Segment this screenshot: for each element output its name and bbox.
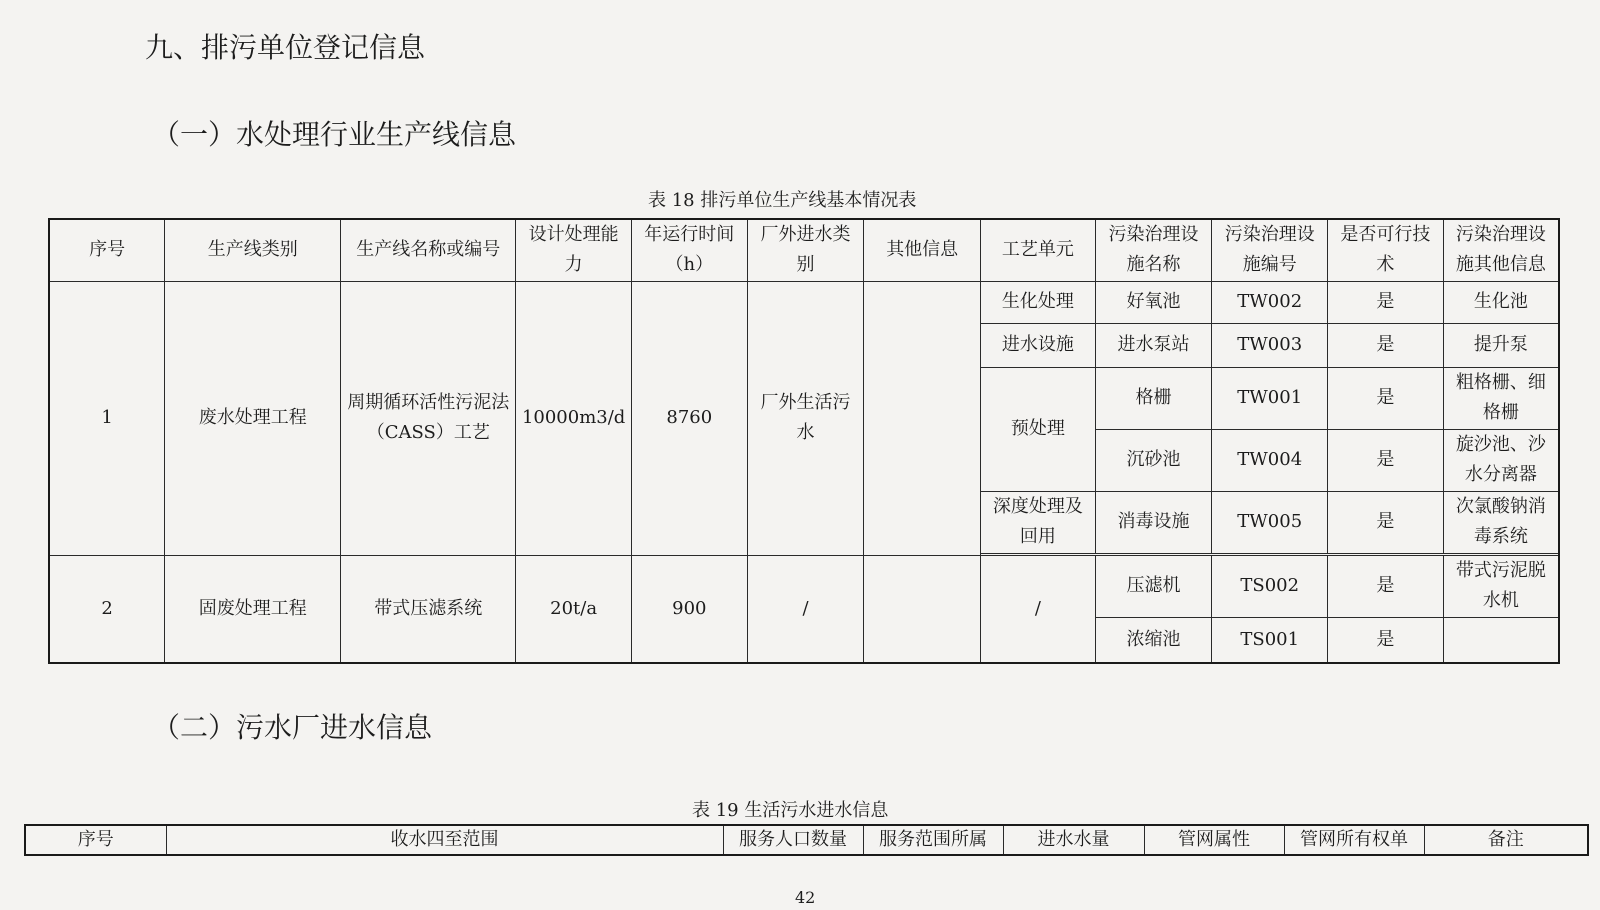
header-network-owner: 管网所有权单 [1284, 825, 1424, 855]
table-header-row [49, 219, 1559, 281]
table-18-caption: 表 18 排污单位生产线基本情况表 [648, 190, 917, 211]
header-line-name: 生产线名称或编号 [341, 219, 516, 281]
cell-facility-other: 生化池 [1443, 281, 1559, 323]
table-19-caption: 表 19 生活污水进水信息 [692, 800, 889, 821]
cell-facility-code: TS002 [1212, 555, 1328, 617]
production-line-table [48, 218, 1560, 664]
header-other-info: 其他信息 [864, 219, 981, 281]
cell-process-unit-2: / [981, 555, 1096, 663]
section-title: 九、排污单位登记信息 [145, 31, 426, 64]
cell-facility-other: 带式污泥脱水机 [1443, 555, 1559, 617]
table-header-row [25, 825, 1588, 855]
cell-other-info-2 [864, 555, 981, 663]
cell-line-name-1: 周期循环活性污泥法（CASS）工艺 [341, 281, 516, 555]
cell-seq-2: 2 [49, 555, 165, 663]
header-network-attr: 管网属性 [1144, 825, 1284, 855]
cell-facility-other: 粗格栅、细格栅 [1443, 367, 1559, 429]
cell-facility-name: 压滤机 [1095, 555, 1212, 617]
header-inflow-type: 厂外进水类别 [747, 219, 864, 281]
header-annual-hours: 年运行时间（h） [631, 219, 747, 281]
table-row [49, 281, 1559, 323]
cell-process-unit-inlet: 进水设施 [981, 323, 1096, 367]
cell-annual-hours-1: 8760 [631, 281, 747, 555]
header-capacity: 设计处理能力 [516, 219, 632, 281]
cell-facility-code: TW003 [1212, 323, 1328, 367]
cell-process-unit-pre: 预处理 [981, 367, 1096, 491]
cell-facility-other: 旋沙池、沙水分离器 [1443, 429, 1559, 491]
cell-facility-name: 沉砂池 [1095, 429, 1212, 491]
cell-line-type-1: 废水处理工程 [165, 281, 341, 555]
header-remark: 备注 [1424, 825, 1588, 855]
table-row [49, 555, 1559, 617]
header-seq: 序号 [25, 825, 166, 855]
header-feasible: 是否可行技术 [1328, 219, 1444, 281]
cell-line-name-2: 带式压滤系统 [341, 555, 516, 663]
header-facility-name: 污染治理设施名称 [1095, 219, 1212, 281]
cell-facility-code: TW005 [1212, 491, 1328, 553]
cell-inflow-type-2: / [747, 555, 864, 663]
cell-facility-other [1443, 617, 1559, 663]
subsection-title-production-line: （一）水处理行业生产线信息 [152, 118, 517, 151]
cell-feasible: 是 [1328, 429, 1444, 491]
cell-process-unit-bio: 生化处理 [981, 281, 1096, 323]
cell-line-type-2: 固废处理工程 [165, 555, 341, 663]
inflow-info-table [24, 824, 1589, 856]
cell-facility-name: 浓缩池 [1095, 617, 1212, 663]
cell-facility-other: 次氯酸钠消毒系统 [1443, 491, 1559, 553]
cell-facility-name: 消毒设施 [1095, 491, 1212, 553]
cell-process-unit-deep: 深度处理及回用 [981, 491, 1096, 553]
cell-facility-code: TW004 [1212, 429, 1328, 491]
cell-facility-name: 好氧池 [1095, 281, 1212, 323]
page-number: 42 [795, 888, 816, 907]
cell-capacity-2: 20t/a [516, 555, 632, 663]
cell-feasible: 是 [1328, 281, 1444, 323]
header-population: 服务人口数量 [723, 825, 863, 855]
cell-capacity-1: 10000m3/d [516, 281, 632, 555]
header-facility-other: 污染治理设施其他信息 [1443, 219, 1559, 281]
cell-facility-code: TW002 [1212, 281, 1328, 323]
cell-feasible: 是 [1328, 617, 1444, 663]
cell-seq-1: 1 [49, 281, 165, 555]
header-boundary: 收水四至范围 [166, 825, 723, 855]
cell-feasible: 是 [1328, 323, 1444, 367]
cell-facility-code: TW001 [1212, 367, 1328, 429]
header-line-type: 生产线类别 [165, 219, 341, 281]
cell-facility-name: 格栅 [1095, 367, 1212, 429]
header-service-area: 服务范围所属 [863, 825, 1003, 855]
cell-facility-other: 提升泵 [1443, 323, 1559, 367]
cell-inflow-type-1: 厂外生活污水 [747, 281, 864, 555]
cell-annual-hours-2: 900 [631, 555, 747, 663]
cell-facility-name: 进水泵站 [1095, 323, 1212, 367]
header-seq: 序号 [49, 219, 165, 281]
cell-feasible: 是 [1328, 367, 1444, 429]
header-process-unit: 工艺单元 [981, 219, 1096, 281]
cell-feasible: 是 [1328, 555, 1444, 617]
cell-facility-code: TS001 [1212, 617, 1328, 663]
cell-other-info-1 [864, 281, 981, 555]
header-facility-code: 污染治理设施编号 [1212, 219, 1328, 281]
cell-feasible: 是 [1328, 491, 1444, 553]
header-inflow: 进水水量 [1003, 825, 1144, 855]
subsection-title-inflow: （二）污水厂进水信息 [152, 711, 433, 744]
